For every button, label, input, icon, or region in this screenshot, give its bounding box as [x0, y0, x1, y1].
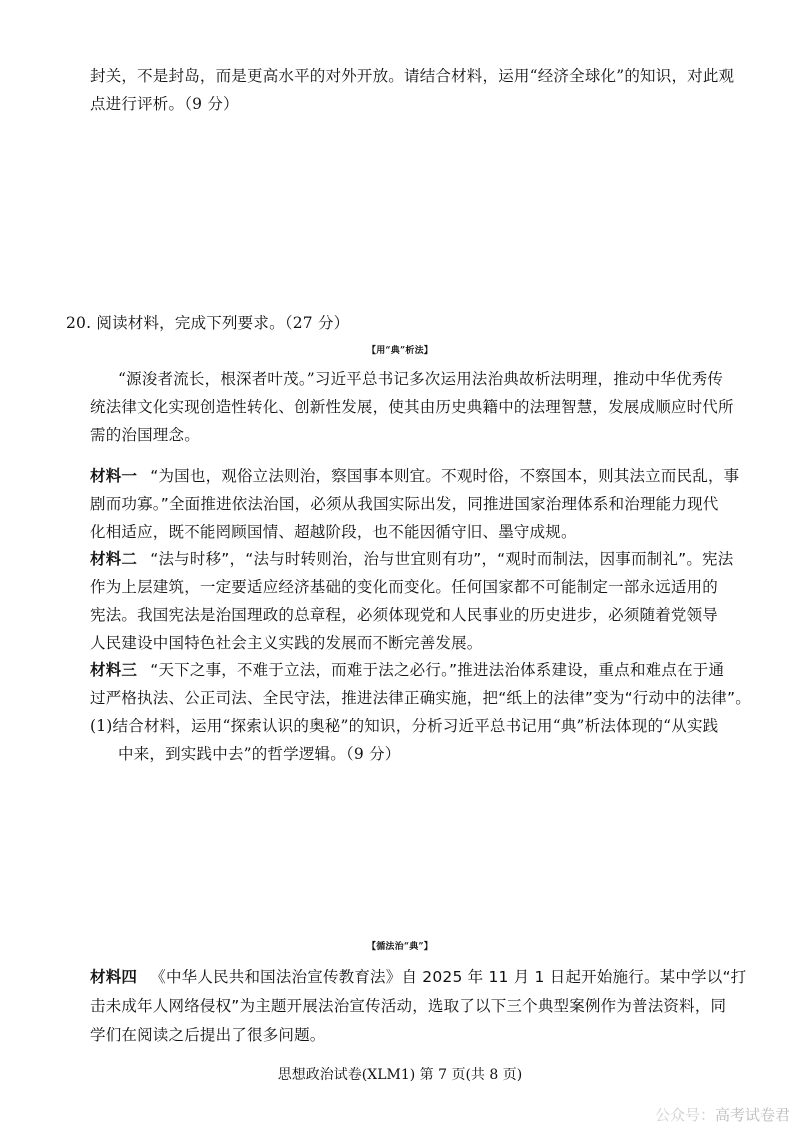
- material-4-line-2: 击未成年人网络侵权”为主题开展法治宣传活动，选取了以下三个典型案例作为普法资料，同: [90, 997, 727, 1015]
- material-1-line-1: [90, 466, 739, 486]
- material-3-line-2: 过严格执法、公正司法、全民守法，推进法律正确实施，把“纸上的法律”变为“行动中的法律”。: [90, 689, 751, 707]
- section-title-1: 【用“典”析法】: [367, 346, 433, 356]
- sub-question-1-line-2: 中来，到实践中去”的哲学逻辑。（9 分）: [118, 745, 401, 763]
- section-title-2: 【循法治“典”】: [367, 942, 433, 952]
- material-4-line-3: 学们在阅读之后提出了很多问题。: [90, 1026, 326, 1044]
- prev-question-line-1: 封关，不是封岛，而是更高水平的对外开放。请结合材料，运用“经济全球化”的知识，对此观: [90, 67, 735, 85]
- material-2-line-2: 作为上层建筑，一定要适应经济基础的变化而变化。任何国家都不可能制定一部永远适用的: [90, 578, 719, 596]
- material-1-text-1: “为国也，观俗立法则治，察国事本则宜。不观时俗，不察国本，则其法立而民乱，事: [150, 467, 740, 485]
- page-footer: 思想政治试卷(XLM1) 第 7 页(共 8 页): [277, 1067, 523, 1083]
- material-2-line-3: 宪法。我国宪法是治国理政的总章程，必须体现党和人民事业的历史进步，必须随着党领导: [90, 606, 719, 624]
- material-2-text-1: “法与时移”，“法与时转则治，治与世宜则有功”，“观时而制法，因事而制礼”。宪法: [150, 550, 734, 568]
- intro-line-3: 需的治国理念。: [90, 426, 200, 444]
- question-20-stem: 20. 阅读材料，完成下列要求。（27 分）: [66, 314, 350, 332]
- material-4-text-1: 《中华人民共和国法治宣传教育法》自 2025 年 11 月 1 日起开始施行。某中学以“打: [150, 968, 747, 986]
- material-3-label: 材料三: [90, 660, 138, 679]
- prev-question-line-2: 点进行评析。（9 分）: [90, 95, 239, 113]
- intro-line-1: “源浚者流长，根深者叶茂。”习近平总书记多次运用法治典故析法明理，推动中华优秀传: [118, 370, 724, 388]
- sub-question-1-line-1: (1)结合材料，运用“探索认识的奥秘”的知识，分析习近平总书记用“典”析法体现的“从实践: [90, 717, 719, 735]
- material-2-line-1: [90, 549, 733, 569]
- watermark-label: 公众号：: [654, 1106, 715, 1124]
- material-2-line-4: 人民建设中国特色社会主义实践的发展而不断完善发展。: [90, 634, 483, 652]
- material-3-text-1: “天下之事，不难于立法，而难于法之必行。”推进法治体系建设，重点和难点在于通: [150, 661, 725, 679]
- material-4-line-1: [90, 967, 746, 987]
- material-1-label: 材料一: [90, 466, 138, 485]
- intro-line-2: 统法律文化实现创造性转化、创新性发展，使其由历史典籍中的法理智慧，发展成顺应时代所: [90, 398, 734, 416]
- watermark-name: 高考试卷君: [714, 1106, 790, 1124]
- material-2-label: 材料二: [90, 549, 138, 568]
- material-4-label: 材料四: [90, 967, 138, 986]
- material-1-line-2: 剧而功寡。”全面推进依法治国，必须从我国实际出发，同推进国家治理体系和治理能力现代: [90, 495, 719, 513]
- watermark: [655, 1104, 790, 1125]
- material-1-line-3: 化相适应，既不能罔顾国情、超越阶段，也不能因循守旧、墨守成规。: [90, 523, 577, 541]
- material-3-line-1: [90, 660, 724, 680]
